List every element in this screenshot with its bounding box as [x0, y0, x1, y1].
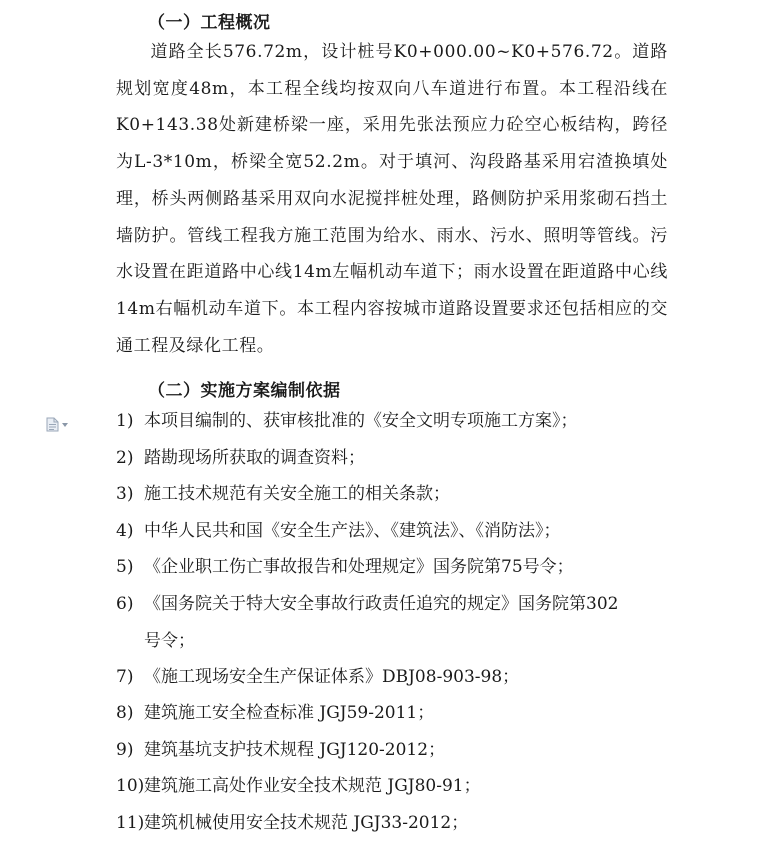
list-item-text: 本项目编制的、获审核批准的《安全文明专项施工方案》；	[144, 411, 578, 431]
list-item	[116, 768, 676, 805]
list-item-text: 建筑机械使用安全技术规范 JGJ33-2012；	[144, 813, 469, 833]
list-item-text: 中华人民共和国《安全生产法》、《建筑法》、《消防法》；	[144, 521, 561, 541]
list-item-number: 3)	[116, 484, 134, 504]
list-item	[116, 659, 676, 696]
list-item-number: 1)	[116, 411, 134, 431]
section2-heading: （二）实施方案编制依据	[148, 381, 341, 401]
chevron-down-icon	[62, 423, 68, 427]
list-item-text: 《施工现场安全生产保证体系》DBJ08-903-98；	[144, 667, 520, 687]
list-item	[116, 586, 676, 659]
list-item-continuation: 号令；	[144, 630, 195, 651]
list-item-number: 6)	[116, 594, 134, 614]
list-item-number: 8)	[116, 703, 134, 723]
list-item	[116, 695, 676, 732]
list-item	[116, 513, 676, 550]
list-item-number: 9)	[116, 740, 134, 760]
section1-paragraph	[116, 34, 668, 364]
list-item	[116, 805, 676, 842]
list-item-text: 踏勘现场所获取的调查资料；	[144, 448, 365, 468]
list-item	[116, 403, 676, 440]
list-item-number: 10)	[116, 776, 145, 796]
list-item-number: 5)	[116, 557, 134, 577]
list-item	[116, 732, 676, 769]
list-item-number: 4)	[116, 521, 134, 541]
list-item-text: 建筑施工高处作业安全技术规范 JGJ80-91；	[144, 776, 481, 796]
list-item-text: 建筑基坑支护技术规程 JGJ120-2012；	[144, 740, 446, 760]
list-item-number: 7)	[116, 667, 134, 687]
list-item-text: 《国务院关于特大安全事故行政责任追究的规定》国务院第302	[144, 594, 619, 614]
list-item-text: 《企业职工伤亡事故报告和处理规定》国务院第75号令；	[144, 557, 574, 577]
list-item-text: 建筑施工安全检查标准 JGJ59-2011；	[144, 703, 435, 723]
section1-heading: （一）工程概况	[148, 13, 271, 33]
list-item	[116, 440, 676, 477]
list-item	[116, 476, 676, 513]
list-item-number: 11)	[116, 813, 145, 833]
document-icon	[46, 417, 59, 432]
list-item	[116, 549, 676, 586]
section1-paragraph-text: 道路全长576.72m，设计桩号K0+000.00~K0+576.72。道路规划宽度48m，本工程全线均按双向八车道进行布置。本工程沿线在K0+143.38处新建桥梁一座，采用先张法预应力砼空心板结构，跨径为L-3*10m，桥梁全宽52.2m。对于填河、沟段路基采用宕渣换填处理，桥头两侧路基采用双向水泥搅拌桩处理，路侧防护采用浆砌石挡土墙防护。管线工程我方施工范围为给水、雨水、污水、照明等管线。污水设置在距道路中心线14m左幅机动车道下；雨水设置在距道路中心线14m右幅机动车道下。本工程内容按城市道路设置要求还包括相应的交通工程及绿化工程。	[116, 42, 668, 356]
document-options-icon[interactable]	[46, 417, 68, 432]
list-item-text: 施工技术规范有关安全施工的相关条款；	[144, 484, 450, 504]
list-item-number: 2)	[116, 448, 134, 468]
